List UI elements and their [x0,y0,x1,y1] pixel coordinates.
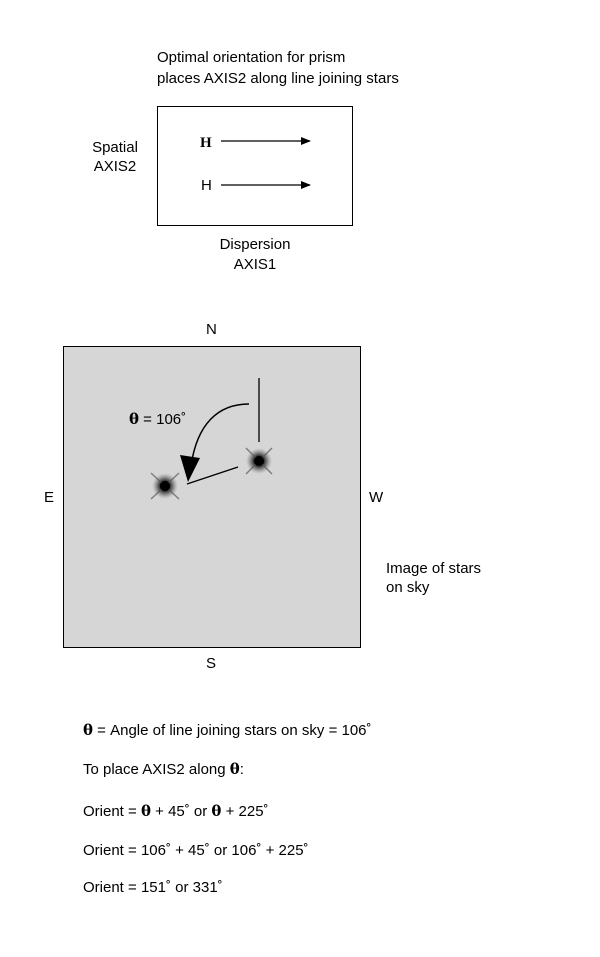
sky-caption-line2: on sky [386,579,430,596]
equation-line-5: Orient = 151˚ or 331˚ [83,879,223,896]
axis2-label: AXIS2 [93,158,137,175]
west-label: W [369,489,384,506]
sky-caption-line1: Image of stars [386,560,482,577]
axis1-label: AXIS1 [233,256,277,273]
star-east [151,473,179,499]
angle-arrow [191,404,249,466]
angle-arrowhead [180,455,200,482]
equation-line-4: Orient = 106˚ + 45˚ or 106˚ + 225˚ [83,842,309,859]
theta-symbol: θ [229,760,240,778]
spatial-label: Spatial [92,139,138,156]
equation-text: + 225˚ [221,803,269,820]
south-label: S [206,655,217,672]
theta-symbol: θ [211,802,222,820]
star-joining-line [187,467,238,484]
star-west [246,448,272,474]
prism-caption-line2: places AXIS2 along line joining stars [157,70,399,87]
dispersion-label: Dispersion [219,236,291,253]
angle-value: = 106˚ [139,411,187,428]
equation-text: Orient = [83,803,141,820]
east-label: E [44,489,55,506]
north-label: N [206,321,217,338]
equation-line-2 [83,760,244,779]
equation-text: + 45˚ or [150,803,212,820]
equation-line-3 [83,802,269,821]
spectrum-label-2: H [201,177,212,194]
equation-text: : [239,761,244,778]
theta-symbol: θ [129,410,140,428]
spectrum-label-1: H [200,135,212,151]
equation-text: = Angle of line joining stars on sky = 106˚ [93,722,372,739]
prism-caption-line1: Optimal orientation for prism [157,49,346,66]
equation-text: To place AXIS2 along [83,761,230,778]
theta-symbol: θ [83,721,94,739]
equation-line-1 [83,721,372,740]
theta-symbol: θ [140,802,151,820]
